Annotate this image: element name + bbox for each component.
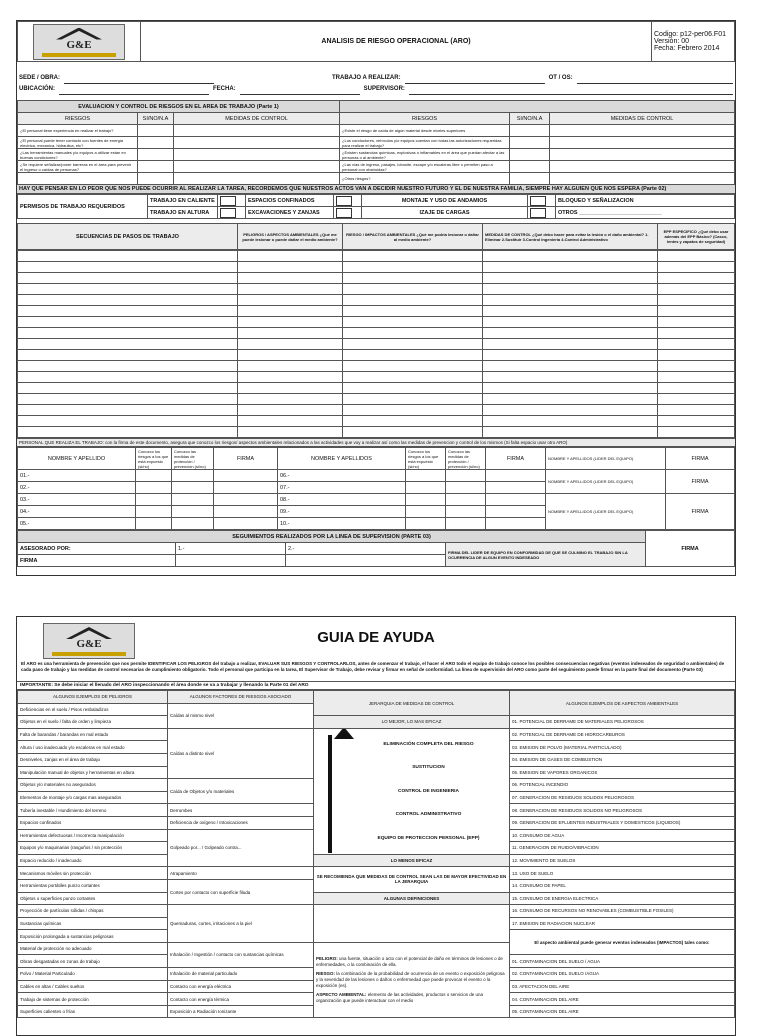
hierarchy-column: ELIMINACIÓN COMPLETA DEL RIESGO SUSTITUCION CONTROL DE INGENIERIA CONTROL ADMINISTRATIVO EQUIPO DE PROTECCION PERSONAL (EPP)	[314, 728, 510, 854]
sequence-cell[interactable]	[18, 284, 238, 295]
sequence-cell[interactable]	[343, 405, 483, 416]
sequence-cell[interactable]	[18, 350, 238, 361]
sequence-cell[interactable]	[238, 262, 343, 273]
sequence-cell[interactable]	[18, 372, 238, 383]
effectiveness-arrow-icon	[328, 735, 332, 853]
sequence-cell[interactable]	[658, 273, 735, 284]
sequence-cell[interactable]	[343, 262, 483, 273]
trabajo-label: TRABAJO A REALIZAR:	[332, 75, 401, 81]
sequence-cell[interactable]	[483, 372, 658, 383]
sequence-cell[interactable]	[658, 405, 735, 416]
sequence-cell[interactable]	[343, 306, 483, 317]
guide-intro: El ARO es una herramienta de prevención que nos permite IDENTIFICAR LOS PELIGROS del trabajo a realizar, EVALUAR SUS RIESGOS Y CONTROLARLOS, antes de comenzar el trabajo, el hacer el ARO todo el equipo de trabajo conoce los posibles consecuencias negativas (eventos indeseados de seguridad o ambientales) de cada paso de trabajo y las medidas de control necesarias de cumplimiento obligatorio. Todo el personal que participa en la tarea, El Supervisor de Trabajo, debe revisar y firmar en señal de conformidad. La línea de supervisión del ARO como parte del seguimiento puede firmar en la parte final del documento (Parte 03)	[21, 661, 725, 672]
permit-lifting-checkbox[interactable]	[530, 208, 546, 218]
sequence-cell[interactable]	[658, 361, 735, 372]
sequence-cell[interactable]	[18, 251, 238, 262]
guide-title: GUIA DE AYUDA	[317, 629, 435, 646]
sequence-row	[18, 416, 735, 427]
sequence-cell[interactable]	[18, 317, 238, 328]
header-fields-row-1	[17, 74, 735, 85]
sequence-cell[interactable]	[658, 383, 735, 394]
sequence-row	[18, 284, 735, 295]
sequence-row	[18, 383, 735, 394]
sequence-cell[interactable]	[343, 273, 483, 284]
sequence-cell[interactable]	[343, 372, 483, 383]
sequence-cell[interactable]	[483, 251, 658, 262]
sequence-cell[interactable]	[343, 350, 483, 361]
sequence-row	[18, 361, 735, 372]
sequence-cell[interactable]	[18, 416, 238, 427]
sequence-cell[interactable]	[483, 394, 658, 405]
sequence-cell[interactable]	[18, 339, 238, 350]
seq-col-steps: SECUENCIAS DE PASOS DE TRABAJO	[18, 224, 238, 250]
sequence-cell[interactable]	[343, 328, 483, 339]
sequence-cell[interactable]	[343, 295, 483, 306]
sequence-cell[interactable]	[238, 295, 343, 306]
sequence-cell[interactable]	[483, 273, 658, 284]
sequence-cell[interactable]	[343, 427, 483, 438]
sequence-cell[interactable]	[238, 339, 343, 350]
sequence-cell[interactable]	[483, 295, 658, 306]
sequence-cell[interactable]	[483, 284, 658, 295]
ot-field[interactable]	[577, 75, 733, 84]
part3-title: SEGUIMIENTOS REALIZADOS POR LA LINEA DE SUPERVISION (PARTE 03)	[18, 531, 646, 543]
guide-page	[16, 616, 736, 1036]
sequence-row	[18, 350, 735, 361]
sequence-cell[interactable]	[238, 317, 343, 328]
sequence-cell[interactable]	[483, 361, 658, 372]
lider-note: FIRMA DEL LIDER DE EQUIPO EN CONFORMIDAD DE QUE SE CULMINO EL TRABAJO SIN LA OCURRENCIA DE ALGUN EVENTO INDESEADO	[446, 543, 646, 567]
header-fields-row-2	[17, 85, 735, 96]
sequence-cell[interactable]	[343, 383, 483, 394]
sequence-cell[interactable]	[343, 317, 483, 328]
sequence-cell[interactable]	[343, 361, 483, 372]
company-logo: G&E	[33, 24, 125, 60]
sequence-cell[interactable]	[238, 350, 343, 361]
sequence-cell[interactable]	[18, 306, 238, 317]
guide-table: ALGUNOS EJEMPLOS DE PELIGROS ALGUNOS FACTORES DE RIESGOS ASOCIADO JERARQUIA DE MEDIDAS DE CONTROL ALGUNOS EJEMPLOS DE ASPECTOS AMBIENTALES Deficiencias en el suelo / Pisos resbaladizos Caídas al mismo nivel Objetos en el suelo / falta de orden y limpieza LO MEJOR, LO MAS EFICAZ 01. POTENCIAL DE DERRAME DE MATERIALES PELIGROSOS Falta de barandas / barandas en mal estado Caídas a distinto nivel ELIMINACIÓN COMPLETA DEL RIESGO SUSTITUCION CONTROL DE INGENIERIA CONTROL ADMINISTRATIVO EQUIPO DE PROTECCION PERSONAL (EPP) 02. POTENCIAL DE DERRAME DE HIDROCARBUROS Altura / uso inadecuado y/o escaleras en mal estado 03. EMISION DE POLVO (MATERIAL PARTICULADO) Desniveles, zanjas en el área de trabajo 04. EMISION DE GASES DE COMBUSTION Manipulación manual de objetos y herramientas en altura 05. EMISION DE VAPORES ORGANICOS Objetos y/o materiales no asegurados Caída de Objetos y/o materiales 06. POTENCIAL INCENDIO Elementos de montaje y/o cargas mas asegurados 07. GENERACION DE RESIDUOS SOLIDOS PELIGROSOS Tubería inestable / Hundimiento del terreno Derrumbes 08. GENERACION DE RESIDUOS SOLIDOS NO PELIGROSOS Espacios confinados Deficiencia de oxígeno / Intoxicaciones 09. GENERACION DE EFLUENTES INDUSTRIALES Y DOMESTICOS (LIQUIDOS) Herramientas defectuosas / Incorrecta manipulación Golpeado por... / Golpeado contra... 10. CONSUMO DE AGUA Equipos y/o maquinarias (rasguños / sin protección 11. GENERACION DE RUIDO/VIBRACION Espacio reducido / inadecuado LO MENOS EFICAZ 12. MOVIMIENTO DE SUELOS Mecanismos móviles sin protección Atrapamiento SE RECOMIENDA QUE MEDIDAS DE CONTROL SEAN LAS DE MAYOR EFECTIVIDAD EN LA JERARQUIA 13. USO DE SUELO Herramientas portátiles punzo cortantes Cortes por contacto con superficie filuda 14. CONSUMO DE PAPEL Objetos o superficies punzo cortantes ALGUNAS DEFINICIONES 15. CONSUMO DE ENERGIA ELECTRICA Proyección de partículas sólidas / chispas Quemaduras, cortes, irritaciones a la piel 16. CONSUMO DE RECURSOS NO RENOVABLES (COMBUSTIBLE FOSILES) Sustancias químicas 17. EMISION DE RADIACION NUCLEAR Exposición prolongada a sustancias peligrosas El aspecto ambiental puede generar eventos indeseados (IMPACTOS) tales como: Material de protección no adecuado Inhalación / Ingestión / contacto con sustancias químicas PELIGRO: una fuente, situación o acto con el potencial de daño en términos de lesiones o de enfermedades, o la combinación de ella. RIESGO: la combinación de la probabilidad de ocurrencia de un evento o exposición peligrosa y la severidad de las lesiones o daños o enfermedad que puede provocar el evento o la exposición (es). ASPECTO AMBIENTAL: elemento de las actividades, productos o servicios de una organización que puede interactuar con el medio Obras desgastadas en zonas de trabajo 01. CONTAMINACION DEL SUELO / AGUA Polvo / Material Particulado Inhalación de material particulado 02. CONTAMINACION DEL SUELO /AGUA Cables en altas / Cables sueltos Contacto con energía eléctrica 03. AFECTACION DEL AIRE Trabajo de sistemas de protección Contacto con energía térmica 04. CONTAMINACION DEL AIRE Superficies calientes o frías Exposición a Radiación Ionizante 05. CONTAMINACION DEL AIRE	[17, 690, 735, 1018]
supervisor-label: SUPERVISOR:	[363, 86, 405, 92]
form-header	[17, 21, 735, 62]
sequence-cell[interactable]	[18, 405, 238, 416]
fecha-label: FECHA:	[213, 86, 236, 92]
sequence-cell[interactable]	[483, 416, 658, 427]
permit-height-checkbox[interactable]	[220, 208, 236, 218]
sequence-row	[18, 405, 735, 416]
permit-confined-checkbox[interactable]	[336, 196, 352, 206]
sequence-cell[interactable]	[658, 317, 735, 328]
supervisor-field[interactable]	[409, 86, 733, 95]
sequence-cell[interactable]	[238, 372, 343, 383]
ubicacion-label: UBICACIÓN:	[19, 86, 55, 92]
sequence-cell[interactable]	[658, 306, 735, 317]
sequence-row	[18, 394, 735, 405]
aro-form-page	[16, 20, 736, 576]
sequence-row	[18, 372, 735, 383]
permit-hot-work-checkbox[interactable]	[220, 196, 236, 206]
guide-logo: G&E	[43, 623, 135, 659]
sequence-cell[interactable]	[343, 284, 483, 295]
sequence-cell[interactable]	[238, 394, 343, 405]
sequence-cell[interactable]	[18, 328, 238, 339]
sequence-row	[18, 306, 735, 317]
sequence-cell[interactable]	[658, 339, 735, 350]
sequence-cell[interactable]	[658, 394, 735, 405]
sequence-cell[interactable]	[658, 427, 735, 438]
sequence-cell[interactable]	[18, 394, 238, 405]
sequence-cell[interactable]	[658, 251, 735, 262]
sequence-row	[18, 328, 735, 339]
sequence-cell[interactable]	[483, 405, 658, 416]
sequence-cell[interactable]	[483, 427, 658, 438]
sequence-row	[18, 251, 735, 262]
sequence-cell[interactable]	[18, 383, 238, 394]
personal-table: NOMBRE Y APELLIDO Conozco los riesgos a los que está expuesto (si/no) Conozco las medidas de protección / prevención (si/no) FIRMA NOMBRE Y APELLIDOS Conozco los riesgos a los que está expuesto (si/no) Conozco las medidas de protección / prevención (si/no) FIRMA NOMBRE Y APELLIDOS (LIDER DEL EQUIPO) FIRMA 01.- 06.- NOMBRE Y APELLIDOS (LIDER DEL EQUIPO) FIRMA 02.- 07.- 03.- 08.- NOMBRE Y APELLIDOS (LIDER DEL EQUIPO) FIRMA 04.- 09.- 05.- 10.-	[17, 447, 735, 530]
sequence-cell[interactable]	[343, 416, 483, 427]
sequence-cell[interactable]	[238, 328, 343, 339]
sede-field[interactable]	[64, 75, 214, 84]
part1-title: EVALUACION Y CONTROL DE RIESGOS EN EL AREA DE TRABAJO (Parte 1)	[18, 101, 340, 113]
sequence-cell[interactable]	[18, 427, 238, 438]
sequence-cell[interactable]	[238, 427, 343, 438]
form-meta: Codigo: p12-per06.F01 Versión: 00 Fecha: Febrero 2014	[652, 22, 735, 62]
lider-firma-label: FIRMA	[646, 531, 735, 567]
personal-intro: PERSONAL QUE REALIZA EL TRABAJO: con la firma de este documento, asegura que conozco los riesgos/ aspectos ambientales relacionados a las actividades que voy a realizar así como las medidas de prevencion y control de los mismos (Si falta espacio usar otro ARO)	[17, 438, 735, 447]
definitions: PELIGRO: una fuente, situación o acto con el potencial de daño en términos de lesiones o de enfermedades, o la combinación de ella. RIESGO: la combinación de la probabilidad de ocurrencia de un evento o exposición peligrosa y la severidad de las lesiones o daños o enfermedad que puede provocar el evento o la exposición (es). ASPECTO AMBIENTAL: elemento de las actividades, productos o servicios de una organización que puede interactuar con el medio	[314, 942, 510, 1018]
sequence-cell[interactable]	[658, 372, 735, 383]
permit-excavation-checkbox[interactable]	[336, 208, 352, 218]
warning-banner: HAY QUE PENSAR EN LO PEOR QUE NOS PUEDE OCURRIR AL REALIZAR LA TAREA, RECORDEMOS QUE NUESTROS ACTOS VAN A DECIDIR NUESTRO FUTURO Y EL DE NUESTRA FAMILIA, SIEMPRE HAY ALGUIEN QUE NOS ESPERA (Parte 02)	[17, 185, 735, 194]
sequence-cell[interactable]	[238, 405, 343, 416]
sequence-cell[interactable]	[18, 295, 238, 306]
sequence-cell[interactable]	[483, 339, 658, 350]
fecha-field[interactable]	[240, 86, 360, 95]
sequence-row	[18, 273, 735, 284]
sequence-cell[interactable]	[343, 394, 483, 405]
sede-label: SEDE / OBRA:	[19, 75, 61, 81]
sequence-cell[interactable]	[18, 262, 238, 273]
ot-label: OT / OS:	[548, 75, 573, 81]
trabajo-field[interactable]	[405, 75, 545, 84]
sequence-cell[interactable]	[483, 317, 658, 328]
ubicacion-field[interactable]	[59, 86, 209, 95]
sequence-cell[interactable]	[238, 306, 343, 317]
sequence-cell[interactable]	[238, 383, 343, 394]
sequence-row	[18, 317, 735, 328]
guide-important: IMPORTANTE: Se debe iniciar el llenado del ARO inspeccionando el área donde se va a trabajar y llenando la Parte 01 del ARO	[17, 681, 735, 690]
sequence-row	[18, 339, 735, 350]
sequence-cell[interactable]	[483, 306, 658, 317]
part3-table: SEGUIMIENTOS REALIZADOS POR LA LINEA DE SUPERVISION (PARTE 03) FIRMA ASESORADO POR: 1.- 2.- FIRMA DEL LIDER DE EQUIPO EN CONFORMIDAD DE QUE SE CULMINO EL TRABAJO SIN LA OCURRENCIA DE ALGUN EVENTO INDESEADO FIRMA	[17, 530, 735, 567]
sequence-cell[interactable]	[238, 273, 343, 284]
sequence-cell[interactable]	[658, 284, 735, 295]
sequence-cell[interactable]	[483, 383, 658, 394]
sequence-cell[interactable]	[343, 251, 483, 262]
sequence-cell[interactable]	[343, 339, 483, 350]
sequence-cell[interactable]	[238, 251, 343, 262]
permit-scaffold-checkbox[interactable]	[530, 196, 546, 206]
sequence-cell[interactable]	[658, 416, 735, 427]
impact-title: El aspecto ambiental puede generar eventos indeseados (IMPACTOS) tales como:	[510, 930, 735, 955]
sequence-table: SECUENCIAS DE PASOS DE TRABAJO PELIGROS / ASPECTOS AMBIENTALES ¿Qué me puede lesionar o puede dañar el medio ambiente? RIESGO / IMPACTOS AMBIENTALES ¿Qué me podría lesionar o dañar al medio ambiente? MEDIDAS DE CONTROL ¿Qué debo hacer para evitar la lesión o el daño ambiental? 1. Eliminar 2.Sustituir 3.Control Ingenieria 4.Control Administrativo EPP ESPECIFICO ¿Qué debo usar además del EPP Básico? (Casco, lentes y zapatos de seguridad)	[17, 223, 735, 250]
sequence-row	[18, 427, 735, 438]
sequence-cell[interactable]	[238, 361, 343, 372]
sequence-cell[interactable]	[238, 284, 343, 295]
permits-table: PERMISOS DE TRABAJO REQUERIDOS TRABAJO EN CALIENTE ESPACIOS CONFINADOS MONTAJE Y USO DE ANDAMIOS BLOQUEO Y SEÑALIZACION TRABAJO EN ALTURA EXCAVACIONES Y ZANJAS IZAJE DE CARGAS OTROS ___________________________	[17, 194, 735, 219]
sequence-cell[interactable]	[238, 416, 343, 427]
part1-table: EVALUACION Y CONTROL DE RIESGOS EN EL AREA DE TRABAJO (Parte 1) RIESGOS SI/NO/N.A MEDIDAS DE CONTROL RIESGOS SI/NO/N.A MEDIDAS DE CONTROL ¿El personal tiene experiencia en realizar el trabajo? ¿Existe el riesgo de caída de algún material desde niveles superiores ¿El personal puede tener contacto con fuentes de energia electrica, mecanica, hidraulica, etc? ¿Los conductores, vehículos y/o equipos cuentan con todas las autorizaciones requeridas para realizar el trabajo? ¿Las herramientas manuales y/o equipos a utilizar estan en buenas condiciones? ¿Existen sustancias químicas, explosivas o inflamables en el área que puedan afectar a las personas o al ambiente? ¿Se requiere señalizar/poner barreras en el área para prevenir el ingreso o caídas de personas? ¿Las vías de ingreso, pasajes, lobosite, escape y/o escaleras libre o permiten paso a personal con obstruidas? ¿Otros riesgos?	[17, 100, 735, 185]
sequence-cell[interactable]	[658, 328, 735, 339]
sequence-cell[interactable]	[483, 328, 658, 339]
sequence-row	[18, 295, 735, 306]
sequence-cell[interactable]	[18, 361, 238, 372]
sequence-cell[interactable]	[658, 295, 735, 306]
permits-label: PERMISOS DE TRABAJO REQUERIDOS	[18, 195, 148, 219]
sequence-cell[interactable]	[658, 262, 735, 273]
form-title: ANALISIS DE RIESGO OPERACIONAL (ARO)	[141, 22, 652, 62]
sequence-cell[interactable]	[18, 273, 238, 284]
sequence-cell[interactable]	[658, 350, 735, 361]
sequence-cell[interactable]	[483, 350, 658, 361]
sequence-row	[18, 262, 735, 273]
sequence-cell[interactable]	[483, 262, 658, 273]
sequence-blank-rows	[17, 250, 735, 438]
